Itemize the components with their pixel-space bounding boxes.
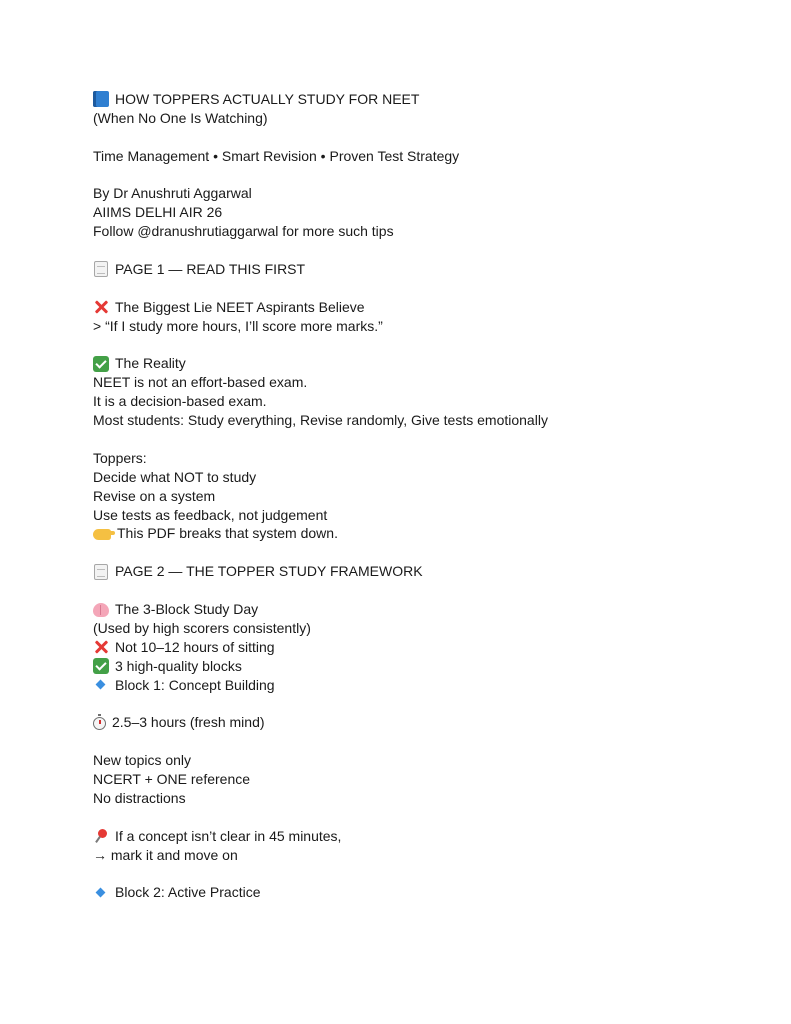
follow-line: Follow @dranushrutiaggarwal for more such tips [93, 223, 394, 240]
block1-heading-text: Block 1: Concept Building [115, 676, 275, 693]
document-title-text: HOW TOPPERS ACTUALLY STUDY FOR NEET [115, 91, 420, 107]
blue-diamond-icon [93, 677, 109, 693]
arrow-line: → mark it and move on [93, 846, 238, 863]
page-icon [94, 261, 108, 277]
lie-heading-text: The Biggest Lie NEET Aspirants Believe [115, 298, 365, 315]
cross-mark-icon [93, 639, 109, 655]
pointing-hand-icon [93, 529, 111, 540]
check-mark-icon [93, 356, 109, 372]
toppers-line: Use tests as feedback, not judgement [93, 506, 328, 523]
stopwatch-icon [93, 717, 106, 730]
credential-line: AIIMS DELHI AIR 26 [93, 204, 223, 221]
document-title [93, 90, 753, 109]
block-day-heading-text: The 3-Block Study Day [115, 601, 259, 618]
brain-icon [93, 603, 109, 617]
page1-heading-text: PAGE 1 — READ THIS FIRST [115, 261, 306, 278]
document-tagline: Time Management • Smart Revision • Proven Test Strategy [93, 147, 460, 164]
cross-mark-icon [93, 299, 109, 315]
document-page [93, 90, 753, 902]
lie-quote: > “If I study more hours, I’ll score more marks.” [93, 317, 383, 334]
page1-heading [93, 260, 753, 279]
pin-line [93, 827, 753, 846]
block-day-heading [93, 600, 753, 619]
reality-line: NEET is not an effort-based exam. [93, 374, 308, 391]
pushpin-icon [93, 828, 109, 844]
reality-line: It is a decision-based exam. [93, 393, 267, 410]
lie-heading [93, 298, 753, 317]
not-line-text: Not 10–12 hours of sitting [115, 638, 275, 655]
pointer-line-text: This PDF breaks that system down. [117, 525, 338, 542]
page2-heading-text: PAGE 2 — THE TOPPER STUDY FRAMEWORK [115, 563, 423, 580]
time-line [93, 713, 753, 732]
blue-diamond-icon [93, 885, 109, 901]
pin-line-text: If a concept isn’t clear in 45 minutes, [115, 827, 342, 844]
time-line-text: 2.5–3 hours (fresh mind) [112, 714, 265, 731]
toppers-line: Decide what NOT to study [93, 468, 257, 485]
check-mark-icon [93, 658, 109, 674]
block2-heading [93, 883, 753, 902]
author-line: By Dr Anushruti Aggarwal [93, 185, 252, 202]
toppers-heading: Toppers: [93, 449, 147, 466]
reality-heading [93, 354, 753, 373]
reality-heading-text: The Reality [115, 355, 186, 372]
book-icon [93, 91, 109, 107]
yes-line-text: 3 high-quality blocks [115, 657, 242, 674]
block-day-note: (Used by high scorers consistently) [93, 619, 311, 636]
block1-heading [93, 676, 753, 695]
toppers-line: Revise on a system [93, 487, 216, 504]
pointer-line [93, 524, 753, 543]
not-line [93, 638, 753, 657]
document-subtitle: (When No One Is Watching) [93, 109, 268, 126]
block2-heading-text: Block 2: Active Practice [115, 884, 261, 901]
block1-line: No distractions [93, 789, 186, 806]
page-icon [94, 564, 108, 580]
page2-heading [93, 562, 753, 581]
reality-line: Most students: Study everything, Revise randomly, Give tests emotionally [93, 412, 548, 429]
block1-line: NCERT + ONE reference [93, 771, 251, 788]
yes-line [93, 657, 753, 676]
block1-line: New topics only [93, 752, 192, 769]
